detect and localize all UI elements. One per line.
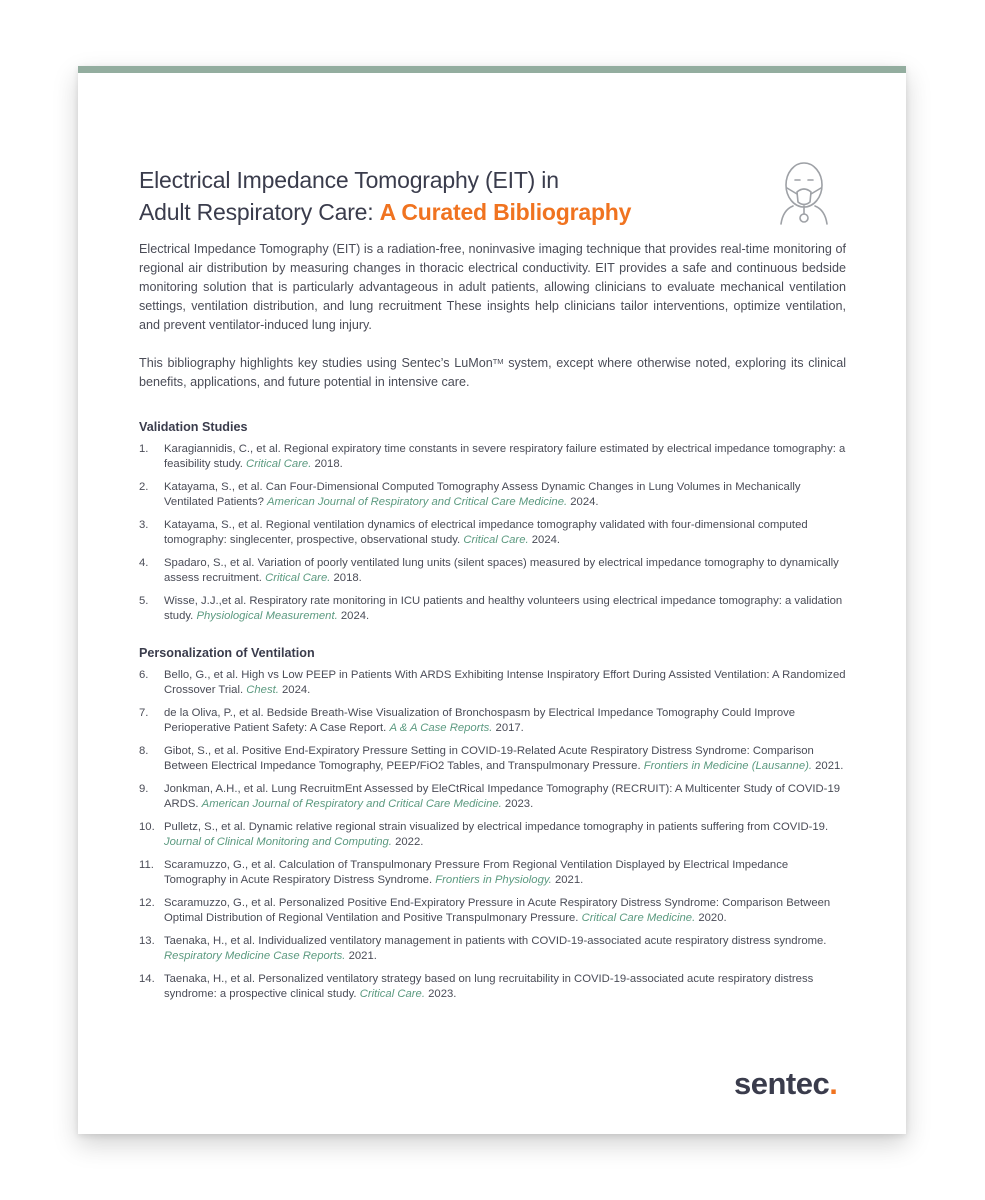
reference-item	[139, 480, 846, 510]
reference-journal: Journal of Clinical Monitoring and Computing.	[164, 836, 392, 848]
reference-item	[139, 556, 846, 586]
reference-year: 2022.	[391, 836, 424, 848]
reference-text: Taenaka, H., et al. Personalized ventilatory strategy based on lung recruitability in COVID-19-associated acute respiratory distress syndrome: a prospective clinical study.	[164, 973, 814, 1000]
trademark-superscript: TM	[492, 357, 504, 366]
reference-number: 1.	[139, 443, 149, 455]
reference-item	[139, 706, 846, 736]
sentec-logo	[734, 1066, 837, 1102]
reference-text: Spadaro, S., et al. Variation of poorly ventilated lung units (silent spaces) measured by electrical impedance tomography to dynamically assess recruitment.	[164, 557, 839, 584]
reference-year: 2018.	[311, 458, 343, 470]
reference-text: Bello, G., et al. High vs Low PEEP in Patients With ARDS Exhibiting Intense Inspiratory Effort During Assisted Ventilation: A Randomized Crossover Trial.	[164, 669, 846, 696]
reference-year: 2024.	[528, 534, 561, 546]
reference-number: 5.	[139, 595, 149, 607]
reference-number: 8.	[139, 745, 149, 757]
reference-item	[139, 744, 846, 774]
reference-number: 2.	[139, 481, 149, 493]
reference-text: Scaramuzzo, G., et al. Calculation of Transpulmonary Pressure From Regional Ventilation Displayed by Electrical Impedance Tomography in Acute Respiratory Distress Syndrome.	[164, 859, 789, 886]
reference-journal: Frontiers in Physiology.	[435, 874, 552, 886]
reference-number: 7.	[139, 707, 149, 719]
reference-year: 2021.	[345, 950, 377, 962]
logo-dot: .	[829, 1066, 838, 1101]
reference-number: 9.	[139, 783, 149, 795]
reference-journal: American Journal of Respiratory and Critical Care Medicine.	[267, 496, 568, 508]
reference-year: 2018.	[330, 572, 362, 584]
reference-number: 4.	[139, 557, 149, 569]
intro-p2-before: This bibliography highlights key studies using Sentec’s LuMon	[139, 356, 493, 370]
reference-text: Scaramuzzo, G., et al. Personalized Positive End-Expiratory Pressure in Acute Respiratory Distress Syndrome: Comparison Between Optimal Distribution of Regional Ventilation and Positive Transpulmonary Pressure.	[164, 897, 831, 924]
document-page	[78, 66, 906, 1134]
reference-journal: Critical Care Medicine.	[581, 912, 696, 924]
reference-list-validation	[139, 442, 846, 624]
reference-item	[139, 896, 846, 926]
title-line-2: Adult Respiratory Care:	[139, 199, 380, 225]
reference-journal: Frontiers in Medicine (Lausanne).	[643, 760, 813, 772]
reference-year: 2021.	[551, 874, 584, 886]
reference-number: 10.	[139, 821, 155, 833]
reference-journal: Critical Care.	[463, 534, 529, 546]
reference-journal: Critical Care.	[359, 988, 425, 1000]
reference-item	[139, 594, 846, 624]
title-accent: A Curated Bibliography	[379, 199, 632, 225]
intro-paragraph-2	[139, 354, 846, 392]
reference-number: 11.	[139, 859, 154, 871]
reference-journal: Critical Care.	[246, 458, 312, 470]
reference-text: Katayama, S., et al. Can Four-Dimensional Computed Tomography Assess Dynamic Changes in Lung Volumes in Mechanically Ventilated Patients?	[164, 481, 801, 508]
reference-year: 2020.	[695, 912, 727, 924]
reference-item	[139, 820, 846, 850]
reference-year: 2021.	[812, 760, 844, 772]
intro-paragraph-1: Electrical Impedance Tomography (EIT) is a radiation-free, noninvasive imaging technique that provides real-time monitoring of regional air distribution by measuring changes in thoracic electrical conductivity. EIT provides a safe and continuous bedside monitoring solution that is particularly advantageous in adult patients, allowing clinicians to evaluate mechanical ventilation settings, ventilation distribution, and lung recruitment These insights help clinicians tailor interventions, optimize ventilation, and prevent ventilator-induced lung injury.	[139, 242, 846, 332]
reference-list-personalization	[139, 668, 846, 1002]
reference-text: Taenaka, H., et al. Individualized ventilatory management in patients with COVID-19-associated acute respiratory distress syndrome.	[164, 935, 827, 947]
page-title	[139, 164, 846, 228]
reference-year: 2017.	[492, 722, 524, 734]
reference-item	[139, 668, 846, 698]
reference-text: Karagiannidis, C., et al. Regional expiratory time constants in severe respiratory failure estimated by electrical impedance tomography: a feasibility study.	[164, 443, 846, 470]
reference-number: 6.	[139, 669, 149, 681]
document-content	[139, 164, 846, 1010]
reference-year: 2024.	[567, 496, 599, 508]
reference-journal: Physiological Measurement.	[196, 610, 338, 622]
reference-text: Gibot, S., et al. Positive End-Expiratory Pressure Setting in COVID-19-Related Acute Respiratory Distress Syndrome: Comparison Between Electrical Impedance Tomography, PEEP/FiO2 Tables, and Transpulmonary Pressure.	[164, 745, 814, 772]
reference-item	[139, 972, 846, 1002]
reference-number: 14.	[139, 973, 155, 985]
reference-number: 3.	[139, 519, 149, 531]
reference-year: 2023.	[501, 798, 534, 810]
reference-text: Katayama, S., et al. Regional ventilation dynamics of electrical impedance tomography validated with four-dimensional computed tomography: singlecenter, prospective, observational study.	[164, 519, 808, 546]
reference-journal: Critical Care.	[265, 572, 331, 584]
title-line-1: Electrical Impedance Tomography (EIT) in	[139, 167, 559, 193]
reference-journal: American Journal of Respiratory and Critical Care Medicine.	[201, 798, 502, 810]
logo-word: sentec	[734, 1066, 830, 1101]
top-accent-bar	[78, 66, 906, 73]
reference-item	[139, 934, 846, 964]
reference-journal: Respiratory Medicine Case Reports.	[164, 950, 346, 962]
intro-p2-after: system, except where otherwise noted, exploring its clinical benefits, applications, and future potential in intensive care.	[139, 356, 846, 389]
reference-text: Pulletz, S., et al. Dynamic relative regional strain visualized by electrical impedance tomography in patients suffering from COVID-19.	[164, 821, 829, 833]
reference-journal: Chest.	[246, 684, 279, 696]
reference-item	[139, 442, 846, 472]
reference-item	[139, 518, 846, 548]
reference-number: 12.	[139, 897, 155, 909]
reference-number: 13.	[139, 935, 155, 947]
reference-year: 2024.	[278, 684, 311, 696]
reference-journal: A & A Case Reports.	[389, 722, 493, 734]
reference-text: Jonkman, A.H., et al. Lung RecruitmEnt Assessed by EleCtRical Impedance Tomography (RECRUIT): A Multicenter Study of COVID-19 ARDS.	[164, 783, 841, 810]
reference-year: 2024.	[337, 610, 370, 622]
section-heading-personalization: Personalization of Ventilation	[139, 646, 315, 660]
reference-text: Wisse, J.J.,et al. Respiratory rate monitoring in ICU patients and healthy volunteers using electrical impedance tomography: a validation study.	[164, 595, 843, 622]
reference-item	[139, 858, 846, 888]
reference-year: 2023.	[424, 988, 457, 1000]
reference-text: de la Oliva, P., et al. Bedside Breath-Wise Visualization of Bronchospasm by Electrical Impedance Tomography Could Improve Perioperative Patient Safety: A Case Report.	[164, 707, 796, 734]
section-heading-validation: Validation Studies	[139, 420, 248, 434]
reference-item	[139, 782, 846, 812]
